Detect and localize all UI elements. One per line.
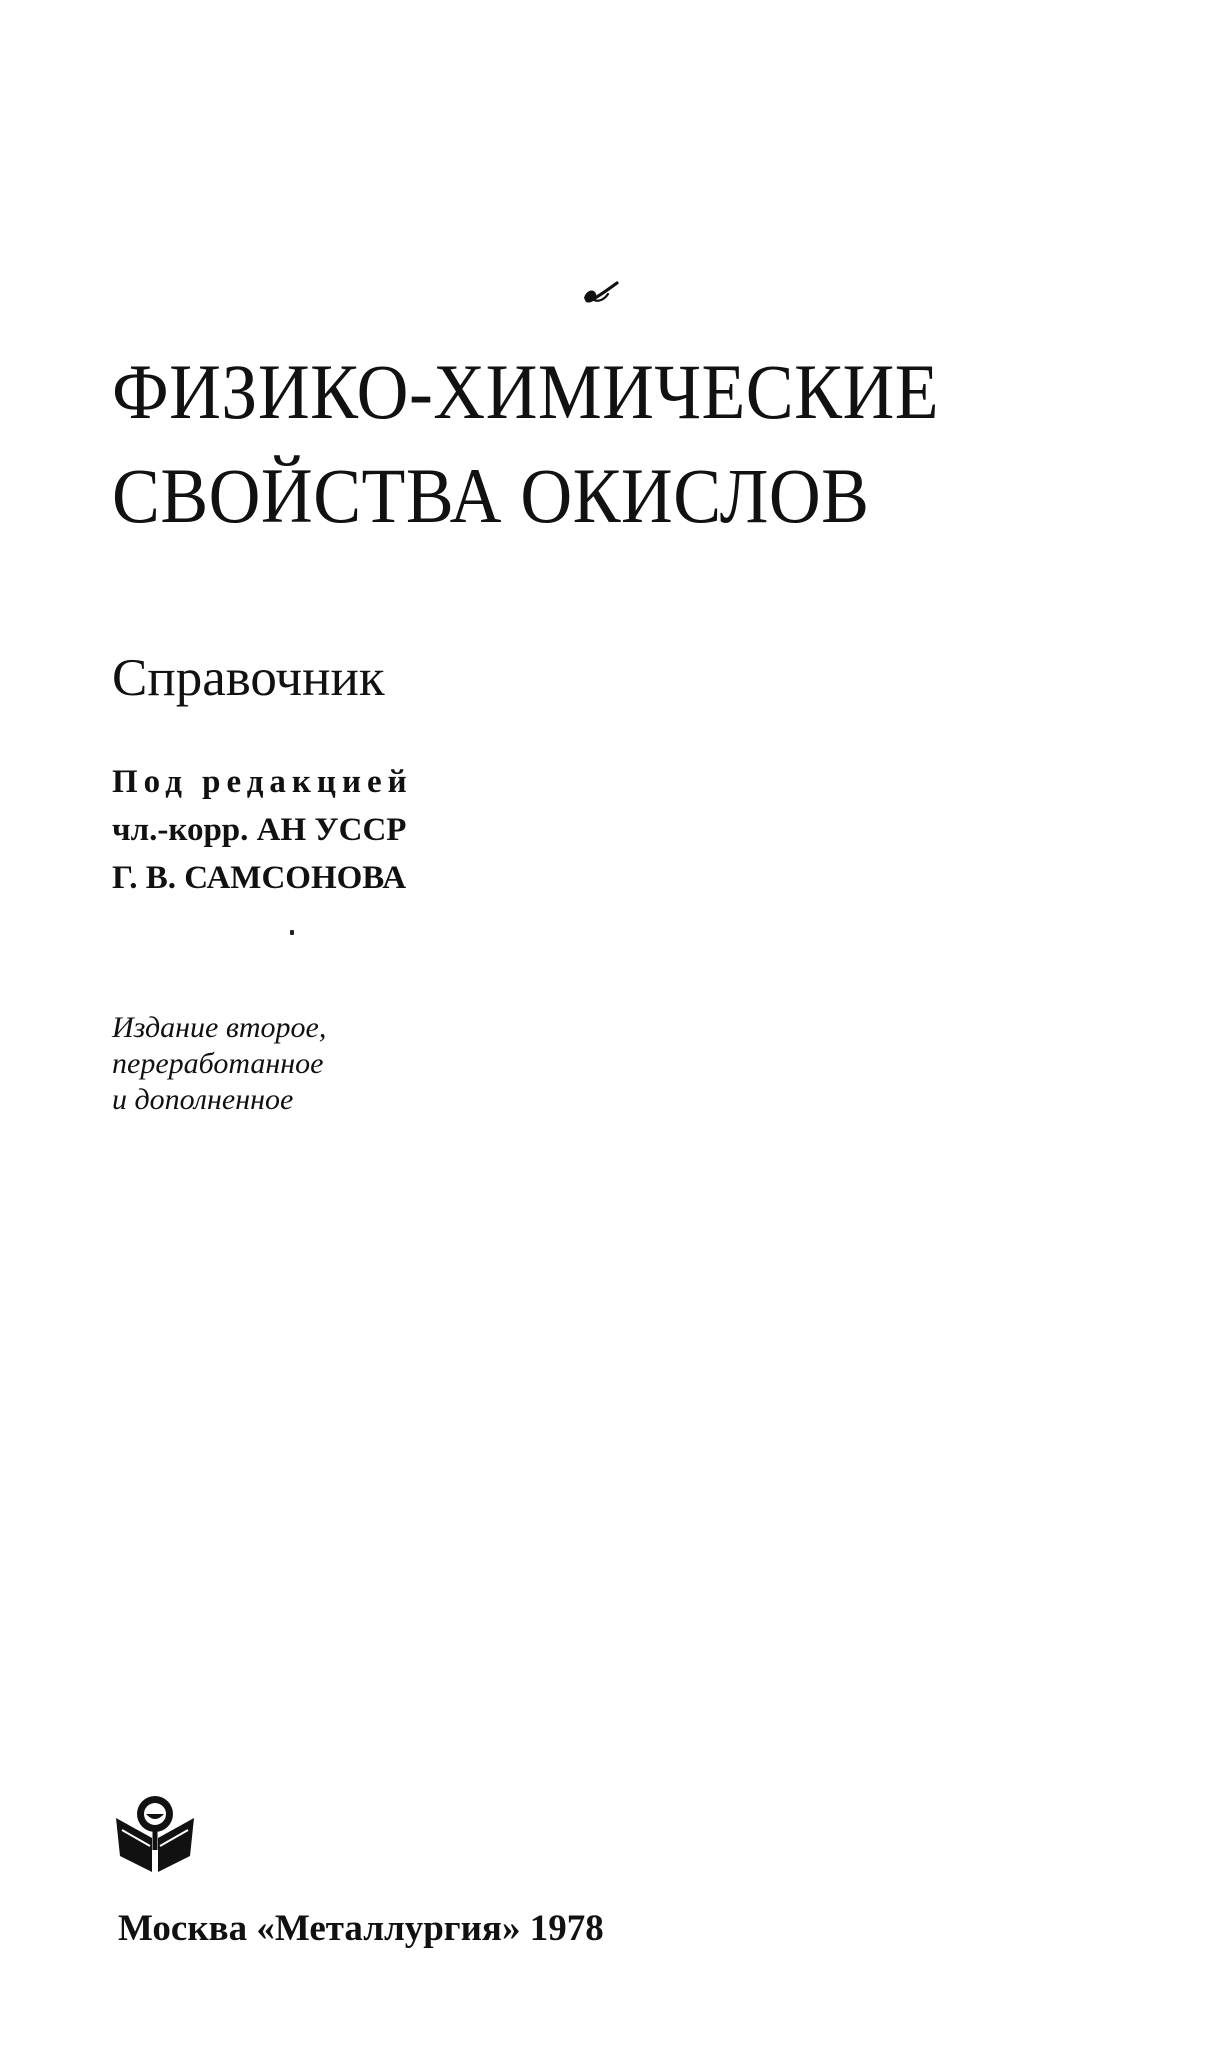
publisher-logo-icon <box>112 1790 198 1876</box>
ornament-icon <box>580 280 620 308</box>
book-title-line-2: СВОЙСТВА ОКИСЛОВ <box>112 452 870 539</box>
print-speck <box>290 930 294 935</box>
book-title-line-1: ФИЗИКО-ХИМИЧЕСКИЕ <box>112 348 940 435</box>
book-subtitle: Справочник <box>112 649 385 707</box>
editor-block <box>112 758 413 902</box>
editor-line-2: чл.-корр. АН УССР <box>112 812 407 848</box>
edition-line-1: Издание второе, <box>112 1011 327 1044</box>
editor-line-3: Г. В. САМСОНОВА <box>112 860 407 896</box>
imprint-line: Москва «Металлургия» 1978 <box>118 1908 604 1949</box>
book-title <box>112 340 939 548</box>
edition-line-3: и дополненное <box>112 1083 294 1116</box>
edition-line-2: переработанное <box>112 1047 324 1080</box>
editor-line-1: Под редакцией <box>112 764 413 800</box>
edition-note <box>112 1010 326 1118</box>
